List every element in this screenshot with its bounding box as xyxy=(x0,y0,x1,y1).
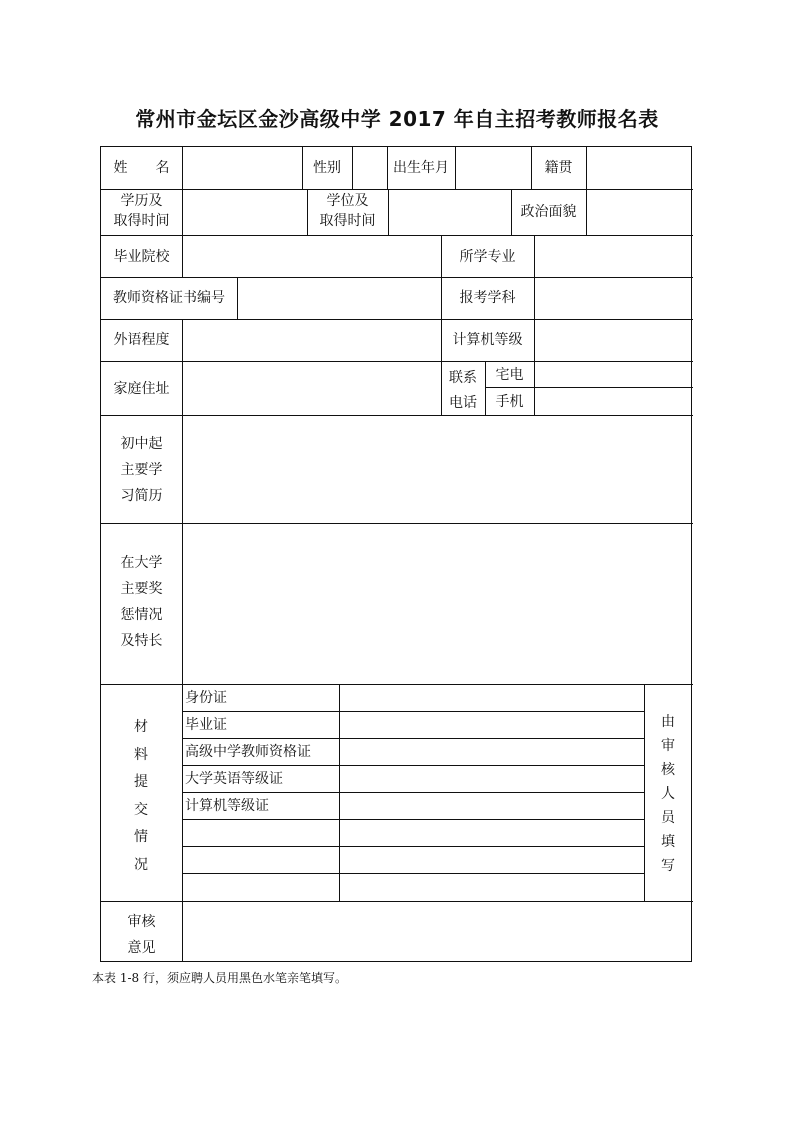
vchar: 核 xyxy=(661,762,675,778)
page-title: 常州市金坛区金沙高级中学 2017 年自主招考教师报名表 xyxy=(135,107,659,131)
label-reviewer-fill-vertical xyxy=(658,710,678,878)
col-line xyxy=(182,147,183,277)
registration-form-table xyxy=(100,146,692,962)
row-line xyxy=(182,792,644,793)
label-awards-line2: 主要奖 xyxy=(120,581,163,597)
label-address: 家庭住址 xyxy=(113,381,170,397)
vchar: 写 xyxy=(661,858,675,874)
row-line xyxy=(101,361,693,362)
row-line xyxy=(101,415,693,416)
label-awards-line3: 惩情况 xyxy=(120,607,163,623)
col-line xyxy=(352,147,353,189)
row-line xyxy=(182,738,644,739)
label-name: 姓 名 xyxy=(113,160,170,176)
label-school: 毕业院校 xyxy=(113,249,170,265)
row-line xyxy=(182,873,644,874)
label-resume xyxy=(101,431,182,509)
row-line xyxy=(101,189,693,190)
label-cert-number: 教师资格证书编号 xyxy=(113,290,225,306)
label-political-status: 政治面貌 xyxy=(520,204,577,220)
label-materials-vertical xyxy=(131,714,151,879)
row-line xyxy=(182,765,644,766)
label-degree xyxy=(307,191,388,231)
label-language: 外语程度 xyxy=(113,332,170,348)
vchar: 审 xyxy=(661,738,675,754)
label-resume-line1: 初中起 xyxy=(120,436,163,452)
row-line xyxy=(182,846,644,847)
label-resume-line2: 主要学 xyxy=(120,462,163,478)
col-line xyxy=(586,147,587,235)
label-major: 所学专业 xyxy=(459,249,516,265)
label-education-line2: 取得时间 xyxy=(113,213,170,229)
row-line xyxy=(485,387,693,388)
row-line xyxy=(182,819,644,820)
material-item: 身份证 xyxy=(185,690,227,706)
label-home-phone: 宅电 xyxy=(495,367,524,383)
col-line xyxy=(388,189,389,235)
label-awards-line4: 及特长 xyxy=(120,633,163,649)
vchar: 交 xyxy=(134,801,148,818)
vchar: 人 xyxy=(661,786,675,802)
row-line xyxy=(101,277,693,278)
label-degree-line1: 学位及 xyxy=(326,193,369,209)
col-line xyxy=(534,235,535,415)
label-birth: 出生年月 xyxy=(393,160,449,176)
col-line xyxy=(182,319,183,961)
footer-note: 本表 1-8 行，须应聘人员用黑色水笔亲笔填写。 xyxy=(92,971,347,985)
row-line xyxy=(101,319,693,320)
vchar: 情 xyxy=(134,829,148,845)
col-line xyxy=(339,684,340,901)
row-line xyxy=(101,901,693,902)
label-computer-level: 计算机等级 xyxy=(452,332,523,348)
label-opinion-line2: 意见 xyxy=(127,940,156,956)
row-line xyxy=(101,523,693,524)
label-mobile: 手机 xyxy=(495,394,524,410)
label-contact-line2: 电话 xyxy=(449,395,477,411)
col-line xyxy=(455,147,456,189)
label-opinion-line1: 审核 xyxy=(127,914,156,930)
vchar: 由 xyxy=(661,714,675,730)
label-awards xyxy=(101,550,182,654)
material-item: 高级中学教师资格证 xyxy=(185,744,311,760)
row-line xyxy=(101,235,693,236)
row-line xyxy=(182,711,644,712)
material-item: 大学英语等级证 xyxy=(185,771,283,787)
material-item: 计算机等级证 xyxy=(185,798,269,814)
label-degree-line2: 取得时间 xyxy=(319,213,376,229)
vchar: 填 xyxy=(661,834,675,850)
label-education-line1: 学历及 xyxy=(120,193,163,209)
label-contact-line1: 联系 xyxy=(449,370,477,386)
label-awards-line1: 在大学 xyxy=(120,555,163,571)
vchar: 材 xyxy=(134,719,148,735)
vchar: 况 xyxy=(134,856,148,873)
material-item: 毕业证 xyxy=(185,717,227,733)
label-apply-subject: 报考学科 xyxy=(459,290,516,306)
vchar: 员 xyxy=(661,810,675,826)
vchar: 料 xyxy=(134,746,148,763)
label-gender: 性别 xyxy=(313,160,341,176)
label-native-place: 籍贯 xyxy=(544,160,573,176)
label-resume-line3: 习简历 xyxy=(120,488,163,504)
vchar: 提 xyxy=(134,774,148,790)
row-line xyxy=(101,684,693,685)
label-education xyxy=(101,191,182,231)
col-line xyxy=(644,684,645,901)
label-review-opinion xyxy=(101,909,182,961)
col-line xyxy=(237,277,238,319)
